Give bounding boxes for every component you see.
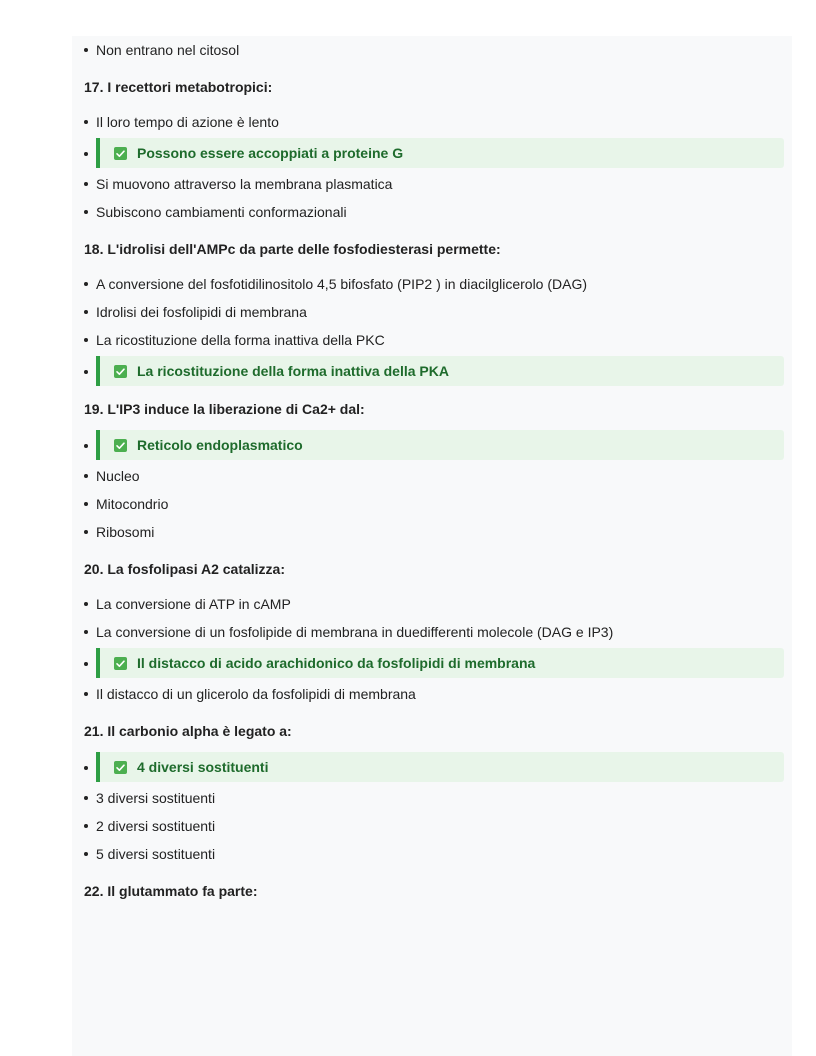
answer-option: 2 diversi sostituenti bbox=[84, 812, 784, 840]
answer-option: La conversione di un fosfolipide di membrana in duedifferenti molecole (DAG e IP3) bbox=[84, 618, 784, 646]
question-title: 20. La fosfolipasi A2 catalizza: bbox=[84, 561, 285, 577]
option-list bbox=[84, 270, 784, 386]
question-title: 19. L'IP3 induce la liberazione di Ca2+ dal: bbox=[84, 401, 365, 417]
question-title: 17. I recettori metabotropici: bbox=[84, 79, 273, 95]
correct-answer-item bbox=[84, 648, 784, 678]
correct-answer-highlight bbox=[96, 138, 784, 168]
correct-answer-text: La ricostituzione della forma inattiva della PKA bbox=[137, 363, 449, 379]
question-list bbox=[84, 78, 784, 900]
option-list bbox=[84, 108, 784, 226]
check-box-icon bbox=[114, 761, 127, 774]
option-list bbox=[84, 430, 784, 546]
correct-answer-highlight bbox=[96, 752, 784, 782]
correct-answer-text: 4 diversi sostituenti bbox=[137, 759, 269, 775]
check-box-icon bbox=[114, 657, 127, 670]
correct-answer-text: Reticolo endoplasmatico bbox=[137, 437, 303, 453]
answer-option: Ribosomi bbox=[84, 518, 784, 546]
question-title: 18. L'idrolisi dell'AMPc da parte delle fosfodiesterasi permette: bbox=[84, 241, 501, 257]
correct-answer-highlight bbox=[96, 356, 784, 386]
correct-answer-item bbox=[84, 430, 784, 460]
answer-option: 5 diversi sostituenti bbox=[84, 840, 784, 868]
question-title: 22. Il glutammato fa parte: bbox=[84, 883, 258, 899]
answer-option: Nucleo bbox=[84, 462, 784, 490]
answer-option: Il loro tempo di azione è lento bbox=[84, 108, 784, 136]
correct-answer-highlight bbox=[96, 430, 784, 460]
lead-options bbox=[84, 36, 784, 64]
check-box-icon bbox=[114, 439, 127, 452]
option-list bbox=[84, 752, 784, 868]
check-box-icon bbox=[114, 365, 127, 378]
answer-option: 3 diversi sostituenti bbox=[84, 784, 784, 812]
correct-answer-highlight bbox=[96, 648, 784, 678]
answer-option: Si muovono attraverso la membrana plasmatica bbox=[84, 170, 784, 198]
correct-answer-text: Il distacco di acido arachidonico da fosfolipidi di membrana bbox=[137, 655, 536, 671]
answer-option: Idrolisi dei fosfolipidi di membrana bbox=[84, 298, 784, 326]
answer-option: A conversione del fosfotidilinositolo 4,5 bifosfato (PIP2 ) in diacilglicerolo (DAG) bbox=[84, 270, 784, 298]
correct-answer-item bbox=[84, 752, 784, 782]
quiz-page bbox=[72, 36, 792, 1056]
question-title: 21. Il carbonio alpha è legato a: bbox=[84, 723, 292, 739]
answer-option: Il distacco di un glicerolo da fosfolipidi di membrana bbox=[84, 680, 784, 708]
option-list bbox=[84, 590, 784, 708]
answer-option: La conversione di ATP in cAMP bbox=[84, 590, 784, 618]
answer-option: Mitocondrio bbox=[84, 490, 784, 518]
answer-option: La ricostituzione della forma inattiva della PKC bbox=[84, 326, 784, 354]
check-box-icon bbox=[114, 147, 127, 160]
correct-answer-text: Possono essere accoppiati a proteine G bbox=[137, 145, 404, 161]
list-item: Non entrano nel citosol bbox=[84, 36, 784, 64]
answer-option: Subiscono cambiamenti conformazionali bbox=[84, 198, 784, 226]
correct-answer-item bbox=[84, 356, 784, 386]
correct-answer-item bbox=[84, 138, 784, 168]
